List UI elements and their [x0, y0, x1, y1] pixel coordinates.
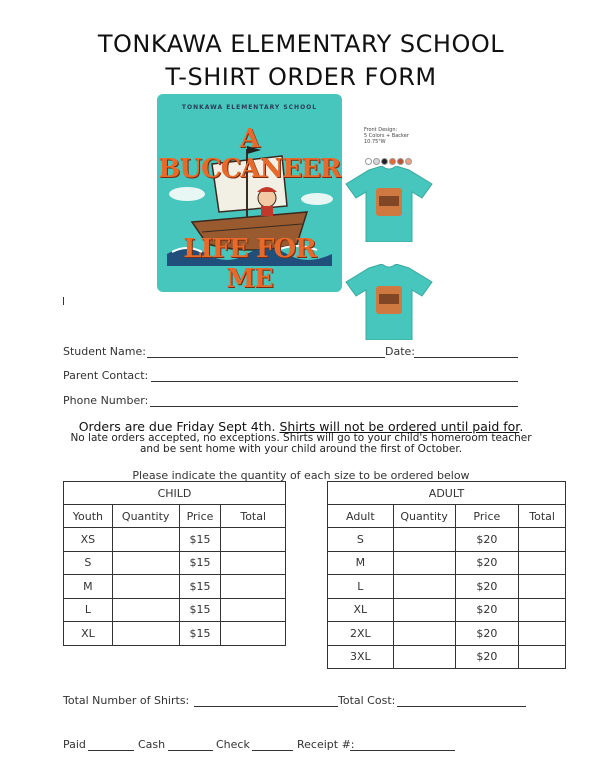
- quantity-cell[interactable]: [393, 528, 455, 552]
- size-cell: L: [328, 575, 394, 599]
- table-row: [64, 551, 286, 575]
- table-row: [64, 575, 286, 599]
- table-row: [328, 551, 566, 575]
- total-cell[interactable]: [221, 622, 286, 646]
- table-row: [64, 622, 286, 646]
- price-cell: $20: [455, 598, 519, 622]
- student-name-label: Student Name:: [63, 345, 146, 358]
- table-row: [328, 575, 566, 599]
- total-shirts-field[interactable]: [194, 706, 338, 707]
- check-field[interactable]: [252, 750, 293, 751]
- table-row: [328, 528, 566, 552]
- quantity-cell[interactable]: [112, 575, 179, 599]
- column-header: Total: [519, 505, 566, 528]
- table-row: [64, 528, 286, 552]
- total-cost-label: Total Cost:: [338, 694, 396, 707]
- price-cell: $15: [179, 551, 221, 575]
- quantity-cell[interactable]: [393, 551, 455, 575]
- artwork-arc-text: TONKAWA ELEMENTARY SCHOOL: [181, 104, 318, 111]
- size-cell: XL: [328, 598, 394, 622]
- quantity-cell[interactable]: [393, 575, 455, 599]
- spec-line: Front Design:: [364, 127, 398, 133]
- quantity-cell[interactable]: [393, 645, 455, 669]
- quantity-cell[interactable]: [112, 598, 179, 622]
- column-header: Price: [179, 505, 221, 528]
- total-cell[interactable]: [221, 598, 286, 622]
- notice-period: .: [519, 419, 524, 434]
- column-header: Price: [455, 505, 519, 528]
- adult-table-title: ADULT: [328, 482, 566, 505]
- quantity-cell[interactable]: [112, 622, 179, 646]
- cash-label: Cash: [138, 738, 166, 751]
- total-cell[interactable]: [519, 575, 566, 599]
- receipt-label: Receipt #:: [297, 738, 355, 751]
- quantity-cell[interactable]: [112, 551, 179, 575]
- paid-label: Paid: [63, 738, 86, 751]
- total-cell[interactable]: [221, 551, 286, 575]
- size-cell: XL: [64, 622, 113, 646]
- size-cell: S: [328, 528, 394, 552]
- color-swatch: [365, 158, 372, 165]
- color-swatch: [389, 158, 396, 165]
- child-size-table: [63, 481, 286, 646]
- table-row: [328, 598, 566, 622]
- quantity-cell[interactable]: [393, 622, 455, 646]
- student-name-field[interactable]: [147, 357, 385, 358]
- price-cell: $20: [455, 622, 519, 646]
- receipt-field[interactable]: [350, 750, 455, 751]
- price-cell: $20: [455, 551, 519, 575]
- column-header: Youth: [64, 505, 113, 528]
- size-cell: M: [328, 551, 394, 575]
- price-cell: $20: [455, 528, 519, 552]
- size-cell: 2XL: [328, 622, 394, 646]
- table-row: [64, 598, 286, 622]
- artwork-headline-top: A BUCCANEER: [158, 124, 341, 184]
- phone-number-field[interactable]: [150, 406, 518, 407]
- size-cell: S: [64, 551, 113, 575]
- due-date-text: Orders are due Friday Sept 4th.: [78, 419, 276, 434]
- price-cell: $15: [179, 622, 221, 646]
- table-row: [328, 622, 566, 646]
- delivery-notice: No late orders accepted, no exceptions. Shirts will go to your child's homeroom teacher and be sent home with your child around the first of October.: [70, 432, 532, 455]
- size-cell: 3XL: [328, 645, 394, 669]
- total-cost-field[interactable]: [397, 706, 526, 707]
- total-cell[interactable]: [221, 528, 286, 552]
- payment-requirement-text: Shirts will not be ordered until paid for: [279, 419, 520, 434]
- quantity-cell[interactable]: [112, 528, 179, 552]
- spec-line: 5 Colors + Backer: [364, 133, 409, 139]
- date-field[interactable]: [414, 357, 518, 358]
- phone-number-label: Phone Number:: [63, 394, 149, 407]
- price-cell: $15: [179, 598, 221, 622]
- text-cursor: [63, 297, 64, 305]
- total-cell[interactable]: [221, 575, 286, 599]
- cash-field[interactable]: [168, 750, 213, 751]
- price-cell: $15: [179, 528, 221, 552]
- size-cell: L: [64, 598, 113, 622]
- tshirt-back-mockup-icon: [344, 264, 434, 340]
- quantity-cell[interactable]: [393, 598, 455, 622]
- total-shirts-label: Total Number of Shirts:: [63, 694, 190, 707]
- artwork-headline-bottom: LIFE FOR ME: [183, 234, 316, 292]
- column-header: Quantity: [393, 505, 455, 528]
- size-cell: XS: [64, 528, 113, 552]
- parent-contact-label: Parent Contact:: [63, 369, 149, 382]
- color-swatch: [405, 158, 412, 165]
- tshirt-front-mockup-icon: [344, 166, 434, 242]
- total-cell[interactable]: [519, 551, 566, 575]
- spec-line: 10.75"W: [364, 139, 386, 145]
- check-label: Check: [216, 738, 250, 751]
- date-label: Date:: [385, 345, 415, 358]
- color-swatch: [397, 158, 404, 165]
- size-cell: M: [64, 575, 113, 599]
- shirt-design-artwork: [157, 94, 342, 292]
- total-cell[interactable]: [519, 645, 566, 669]
- table-row: [328, 645, 566, 669]
- paid-field[interactable]: [88, 750, 134, 751]
- child-table-title: CHILD: [64, 482, 286, 505]
- price-cell: $15: [179, 575, 221, 599]
- column-header: Total: [221, 505, 286, 528]
- design-spec: [364, 127, 409, 145]
- price-cell: $20: [455, 645, 519, 669]
- quantity-instructions: Please indicate the quantity of each size to be ordered below: [132, 469, 470, 482]
- total-cell[interactable]: [519, 528, 566, 552]
- price-cell: $20: [455, 575, 519, 599]
- adult-size-table: [327, 481, 566, 669]
- parent-contact-field[interactable]: [151, 381, 518, 382]
- form-title: TONKAWA ELEMENTARY SCHOOL: [97, 30, 505, 58]
- total-cell[interactable]: [519, 598, 566, 622]
- total-cell[interactable]: [519, 622, 566, 646]
- column-header: Quantity: [112, 505, 179, 528]
- form-subtitle: T-SHIRT ORDER FORM: [165, 63, 437, 91]
- color-swatch: [381, 158, 388, 165]
- column-header: Adult: [328, 505, 394, 528]
- color-swatch: [373, 158, 380, 165]
